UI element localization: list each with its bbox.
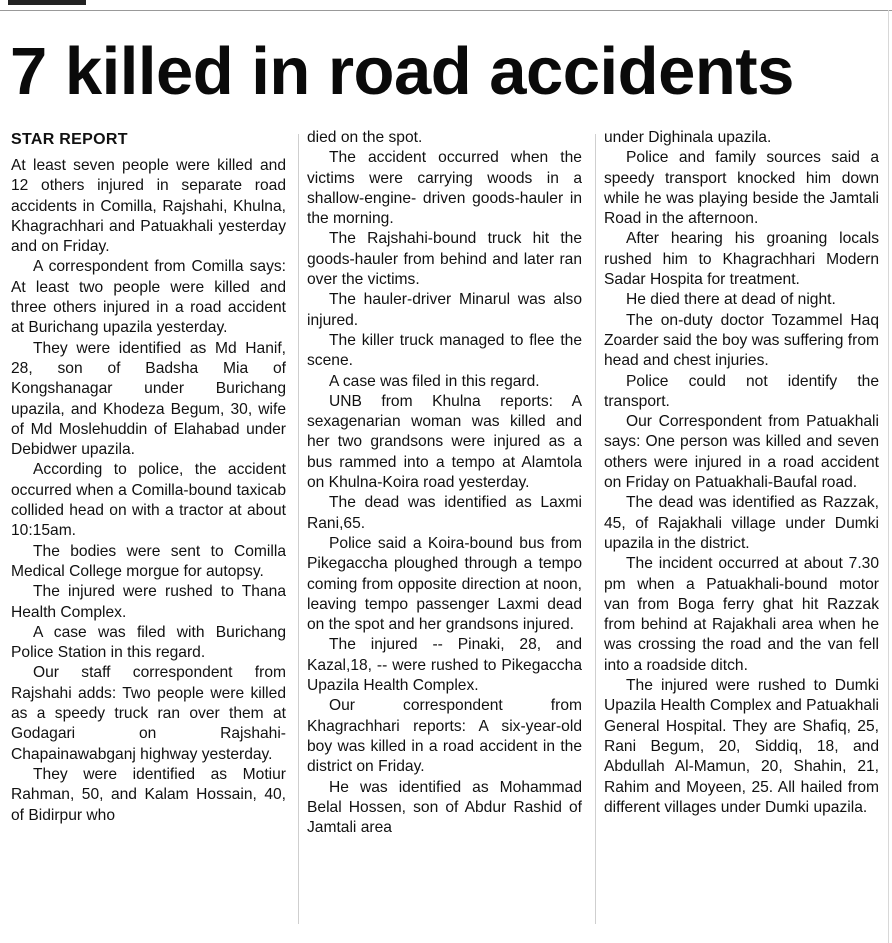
paragraph: The bodies were sent to Comilla Medical College morgue for autopsy. [11, 542, 286, 580]
paragraph: They were identified as Md Hanif, 28, son of Badsha Mia of Kongshanagar under Burichang upazila, and Khodeza Begum, 30, wife of Md Moslehuddin of Elahabad under Debidwer upazila. [11, 339, 286, 459]
paragraph: He was identified as Mohammad Belal Hossen, son of Abdur Rashid of Jamtali area [307, 778, 582, 837]
article-body [11, 128, 877, 928]
top-rule [0, 0, 892, 11]
column-1 [11, 128, 286, 928]
paragraph: The on-duty doctor Tozammel Haq Zoarder said the boy was suffering from head and chest injuries. [604, 311, 879, 370]
paragraph: A case was filed in this regard. [329, 372, 540, 390]
paragraph: After hearing his groaning locals rushed him to Khagrachhari Modern Sadar Hospita for treatment. [604, 230, 879, 289]
paragraph: The injured were rushed to Dumki Upazila Health Complex and Patuakhali General Hospital. They are Shafiq, 25, Rani Begum, 20, Siddiq, 18, and Abdullah Al-Mamun, 20, Shahin, 21, Rahim and Moyeen, 25. All hailed from different villages under Dumki upazila. [604, 677, 879, 816]
paragraph: Our correspondent from Khagrachhari reports: A six-year-old boy was killed in a road accident in the district on Friday. [307, 697, 582, 776]
paragraph: UNB from Khulna reports: A sexagenarian woman was killed and her two grandsons were injured as a bus rammed into a tempo at Alamtola on Khulna-Koira road yesterday. [307, 392, 582, 492]
paragraph: They were identified as Motiur Rahman, 50, and Kalam Hossain, 40, of Bidirpur who [11, 765, 286, 824]
paragraph: Our Correspondent from Patuakhali says: One person was killed and seven others were injured in a road accident on Friday on Patuakhali-Baufal road. [604, 413, 879, 492]
paragraph: The accident occurred when the victims were carrying woods in a shallow-engine- driven goods-hauler in the morning. [307, 149, 582, 228]
paragraph: The injured -- Pinaki, 28, and Kazal,18, -- were rushed to Pikegaccha Upazila Health Complex. [307, 636, 582, 695]
paragraph: The dead was identified as Laxmi Rani,65. [307, 494, 582, 532]
column-2 [307, 128, 582, 928]
column-3 [604, 128, 879, 928]
headline: 7 killed in road accidents [10, 34, 794, 109]
paragraph: At least seven people were killed and 12 others injured in separate road accidents in Comilla, Rajshahi, Khulna, Khagrachhari and Patuakhali yesterday and on Friday. [11, 157, 286, 256]
paragraph: The hauler-driver Minarul was also injured. [307, 291, 582, 329]
paragraph: The killer truck managed to flee the scene. [307, 331, 582, 370]
paragraph: The incident occurred at about 7.30 pm when a Patuakhali-bound motor van from Boga ferry ghat hit Razzak from behind at Rajakhali area when he was crossing the road and the van fell into a roadside ditch. [604, 555, 879, 674]
paragraph: The injured were rushed to Thana Health Complex. [11, 583, 286, 621]
paragraph: The Rajshahi-bound truck hit the goods-hauler from behind and later ran over the victims. [307, 230, 582, 289]
paragraph: He died there at dead of night. [626, 291, 836, 309]
paragraph: died on the spot. [307, 129, 423, 146]
paragraph: The dead was identified as Razzak, 45, of Rajakhali village under Dumki upazila in the district. [604, 494, 879, 552]
paragraph: A correspondent from Comilla says: At least two people were killed and three others injured in a road accident at Burichang upazila yesterday. [11, 258, 286, 337]
paragraph: Our staff correspondent from Rajshahi adds: Two people were killed as a speedy truck ran over them at Godagari on Rajshahi-Chapainawabganj highway yesterday. [11, 664, 286, 763]
paragraph: A case was filed with Burichang Police Station in this regard. [11, 623, 286, 662]
paragraph: Police said a Koira-bound bus from Pikegaccha ploughed through a tempo coming from opposite direction at noon, leaving tempo passenger Laxmi dead on the spot and her grandsons injured. [307, 534, 582, 634]
top-rule-cut [8, 0, 86, 5]
paragraph: Police and family sources said a speedy transport knocked him down while he was playing beside the Jamtali Road in the afternoon. [604, 149, 879, 228]
paragraph: Police could not identify the transport. [604, 372, 879, 410]
paragraph: under Dighinala upazila. [604, 129, 772, 146]
paragraph: According to police, the accident occurred when a Comilla-bound taxicab collided head on with a tractor at about 10:15am. [11, 461, 286, 540]
byline: STAR REPORT [11, 131, 128, 148]
right-edge-rule [888, 10, 889, 943]
